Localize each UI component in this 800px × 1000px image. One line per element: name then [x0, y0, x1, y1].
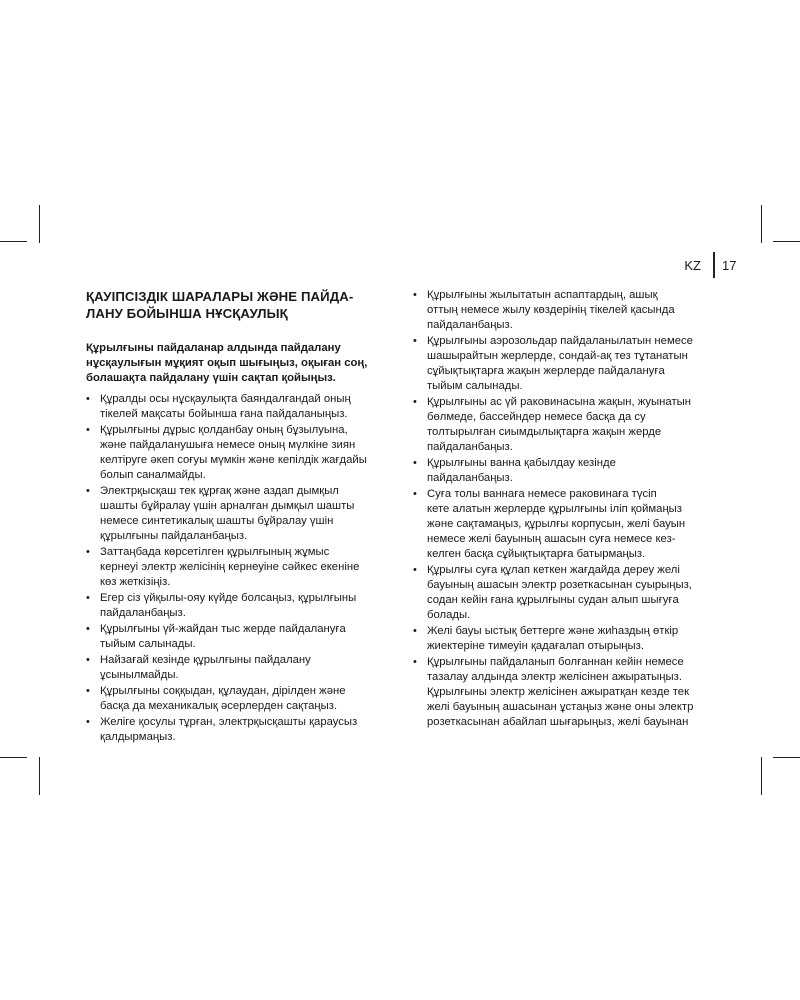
- bullet-icon: •: [86, 546, 90, 558]
- bullet-icon: •: [413, 656, 417, 668]
- list-item: [86, 423, 391, 483]
- right-column: [413, 288, 718, 731]
- crop-mark: [39, 757, 40, 795]
- list-item-line: шашырайтын жерлерде, сондай-ақ тез тұтанатын: [427, 350, 688, 362]
- list-item-line: розеткасынан абайлап шығарыңыз, желі бауынан: [427, 716, 689, 728]
- intro-line: болашақта пайдалану үшін сақтап қойыңыз.: [86, 372, 336, 384]
- list-item-line: Найзағай кезінде құрылғыны пайдалану: [100, 654, 311, 666]
- bullet-icon: •: [86, 654, 90, 666]
- list-item-line: сұйықтықтарға жақын жерлерде пайдалануға: [427, 365, 665, 377]
- bullet-icon: •: [413, 457, 417, 469]
- crop-mark: [761, 757, 762, 795]
- list-item-line: бауының ашасын электр розеткасынан суырыңыз,: [427, 579, 692, 591]
- list-item-line: тыйым салынады.: [100, 638, 196, 650]
- bullet-icon: •: [86, 485, 90, 497]
- list-item-line: кернеуі электр желісінің кернеуіне сәйкес екеніне: [100, 561, 360, 573]
- list-item-line: және сақтамаңыз, құрылғы корпусын, желі бауын: [427, 518, 686, 530]
- list-item-line: толтырылған сиымдылықтарға жақын жерде: [427, 426, 662, 438]
- list-item-line: желі бауының ашасынан ұстаңыз және оны электр: [427, 701, 694, 713]
- list-item-line: Желі бауы ыстық беттерге және жиһаздың өткір: [427, 625, 679, 637]
- list-item-line: Құрылғыны аэрозольдар пайдаланылатын немесе: [427, 335, 693, 347]
- section-title: [86, 288, 391, 322]
- bullet-icon: •: [413, 564, 417, 576]
- list-item: [86, 591, 391, 621]
- list-item: [86, 653, 391, 683]
- list-item-line: оттың немесе жылу көздерінің тікелей қасында: [427, 304, 675, 316]
- list-item-line: болып саналмайды.: [100, 469, 206, 481]
- crop-mark: [39, 205, 40, 243]
- list-item-line: Құралды осы нұсқаулықта баяндалғандай оның: [100, 393, 351, 405]
- bullet-icon: •: [413, 289, 417, 301]
- crop-mark: [773, 757, 800, 758]
- list-item-line: содан кейін ғана құрылғыны судан алып шығуға: [427, 594, 679, 606]
- list-item: [86, 715, 391, 745]
- bullet-icon: •: [86, 424, 90, 436]
- list-item-line: ұсынылмайды.: [100, 669, 179, 681]
- list-item-line: пайдаланбаңыз.: [100, 607, 186, 619]
- list-item-line: Құрылғыны дұрыс қолданбау оның бұзылуына,: [100, 424, 348, 436]
- list-item-line: құрылғыны пайдаланбаңыз.: [100, 530, 248, 542]
- bullet-icon: •: [86, 716, 90, 728]
- bullet-icon: •: [413, 396, 417, 408]
- list-item-line: көз жеткізіңіз.: [100, 576, 171, 588]
- bullet-icon: •: [86, 623, 90, 635]
- bullet-icon: •: [413, 335, 417, 347]
- list-item: [413, 563, 718, 623]
- list-item-line: Құрылғыны жылытатын аспаптардың, ашық: [427, 289, 658, 301]
- list-item: [413, 456, 718, 486]
- list-item-line: немесе синтетикалық шашты бұйралау үшін: [100, 515, 334, 527]
- list-item-line: Құрылғы суға құлап кеткен жағдайда дереу желі: [427, 564, 680, 576]
- list-item-line: жиектеріне тимеуін қадағалап отырыңыз.: [427, 640, 644, 652]
- list-item: [413, 395, 718, 455]
- list-item-line: келген басқа сұйықтықтарға батырмаңыз.: [427, 548, 646, 560]
- crop-mark: [773, 241, 800, 242]
- list-item: [86, 622, 391, 652]
- list-item: [86, 684, 391, 714]
- list-item-line: Құрылғыны соққыдан, құлаудан, дірілден және: [100, 685, 346, 697]
- list-item: [413, 487, 718, 562]
- list-item-line: Құрылғыны пайдаланып болғаннан кейін немесе: [427, 656, 684, 668]
- list-item-line: басқа да механикалық әсерлерден сақтаңыз.: [100, 700, 338, 712]
- list-item-line: бөлмеде, бассейндер немесе басқа да су: [427, 411, 646, 423]
- list-item-line: Құрылғыны электр желісінен ажыратқан кезде тек: [427, 686, 690, 698]
- list-item-line: болады.: [427, 609, 471, 621]
- bullet-icon: •: [413, 625, 417, 637]
- intro-line: Құрылғыны пайдаланар алдында пайдалану: [86, 342, 341, 354]
- list-item-line: және пайдаланушыға немесе оның мүлкіне зиян: [100, 439, 356, 451]
- list-item-line: Егер сіз үйқылы-ояу күйде болсаңыз, құрылғыны: [100, 592, 357, 604]
- list-item-line: Заттаңбада көрсетілген құрылғының жұмыс: [100, 546, 330, 558]
- list-item-line: Құрылғыны ас үй раковинасына жақын, жуынатын: [427, 396, 691, 408]
- crop-mark: [0, 757, 27, 758]
- list-item: [413, 655, 718, 730]
- list-item-line: қалдырмаңыз.: [100, 731, 176, 743]
- bullet-icon: •: [413, 488, 417, 500]
- crop-mark: [0, 241, 27, 242]
- page-number: 17: [722, 258, 737, 273]
- list-item: [86, 484, 391, 544]
- list-item-line: тікелей мақсаты бойынша ғана пайдаланыңыз.: [100, 408, 348, 420]
- bullet-icon: •: [86, 592, 90, 604]
- list-item-line: пайдаланбаңыз.: [427, 441, 513, 453]
- list-item: [413, 288, 718, 333]
- list-item: [413, 334, 718, 394]
- list-item-line: пайдаланбаңыз.: [427, 319, 513, 331]
- list-item-line: Электрқысқаш тек құрғақ және аздап дымқыл: [100, 485, 339, 497]
- left-bullet-list: [86, 392, 391, 745]
- list-item-line: кете алатын жерлерде құрылғыны іліп қоймаңыз: [427, 503, 682, 515]
- section-title-line: ЛАНУ БОЙЫНША НҰСҚАУЛЫҚ: [86, 306, 288, 321]
- list-item-line: Суға толы ваннаға немесе раковинаға түсіп: [427, 488, 657, 500]
- list-item-line: тыйым салынады.: [427, 380, 523, 392]
- list-item-line: немесе желі бауының ашасын суға немесе кез-: [427, 533, 676, 545]
- bullet-icon: •: [86, 685, 90, 697]
- header-divider: [713, 252, 715, 278]
- list-item-line: Құрылғыны үй-жайдан тыс жерде пайдалануға: [100, 623, 346, 635]
- list-item: [86, 392, 391, 422]
- list-item-line: келтіруге әкеп соғуы мүмкін және кепілдік жағдайы: [100, 454, 367, 466]
- right-bullet-list: [413, 288, 718, 730]
- list-item-line: шашты бұйралау үшін арналған дымқыл шашты: [100, 500, 355, 512]
- list-item-line: пайдаланбаңыз.: [427, 472, 513, 484]
- section-title-line: ҚАУІПСІЗДІК ШАРАЛАРЫ ЖӘНЕ ПАЙДА-: [86, 289, 354, 304]
- language-code: KZ: [684, 258, 701, 273]
- list-item-line: Желіге қосулы тұрған, электрқысқашты қараусыз: [100, 716, 358, 728]
- list-item: [413, 624, 718, 654]
- intro-line: нұсқаулығын мұқият оқып шығыңыз, оқыған соң,: [86, 357, 368, 369]
- intro-paragraph: [86, 341, 391, 386]
- left-column: [86, 288, 391, 746]
- bullet-icon: •: [86, 393, 90, 405]
- list-item: [86, 545, 391, 590]
- list-item-line: тазалау алдында электр желісінен ажыратыңыз.: [427, 671, 682, 683]
- list-item-line: Құрылғыны ванна қабылдау кезінде: [427, 457, 616, 469]
- crop-mark: [761, 205, 762, 243]
